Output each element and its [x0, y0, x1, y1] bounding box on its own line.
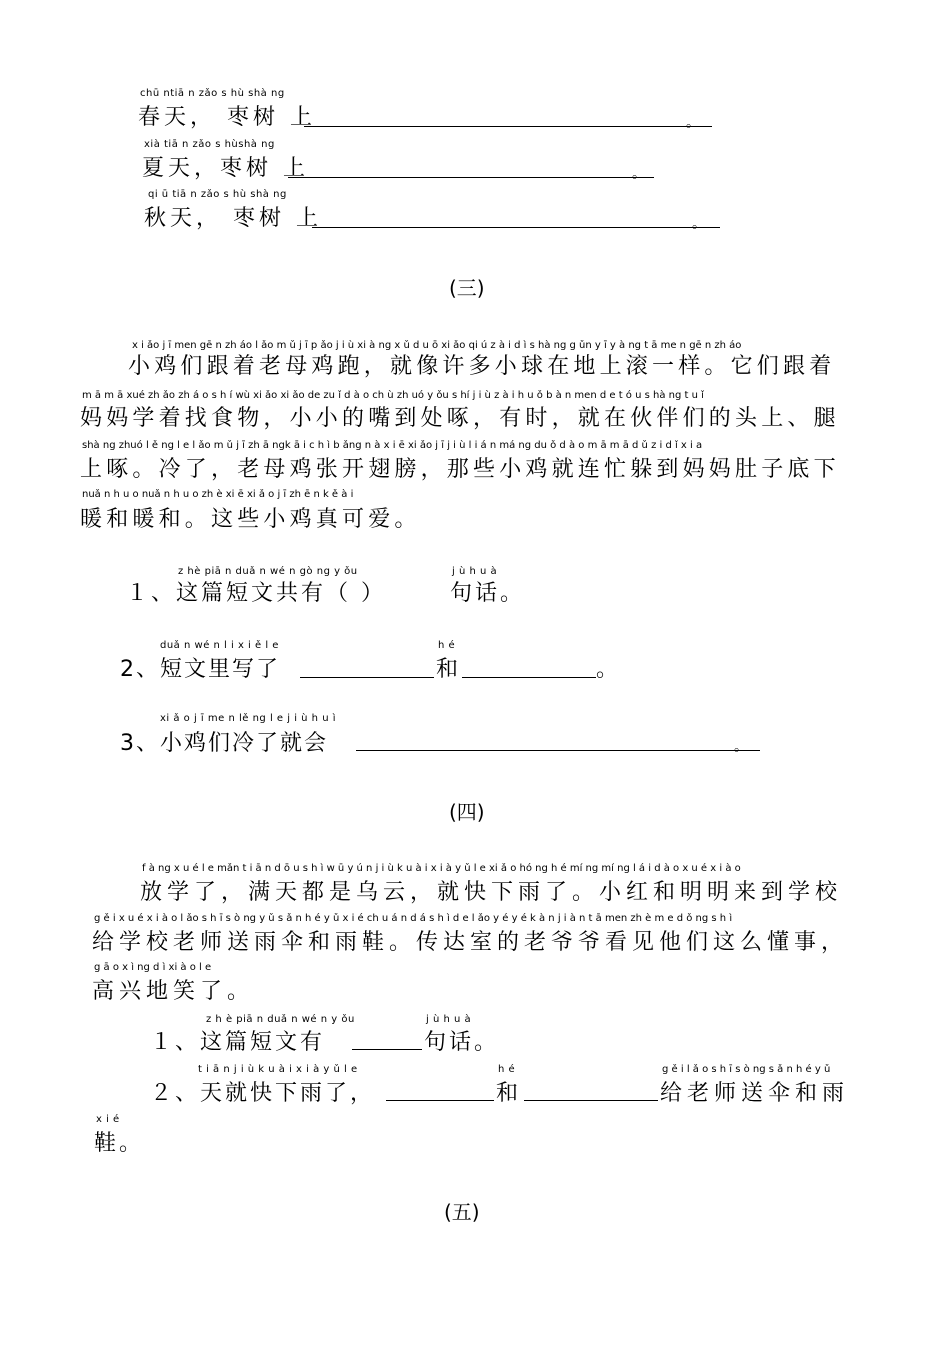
pinyin-line: chū ntiā n zǎo s hù shà ng [140, 88, 285, 99]
question-1: １、这篇短文有 [150, 1030, 326, 1055]
period: 。 [734, 739, 748, 755]
passage-line: 高兴地笑了。 [92, 979, 255, 1004]
pinyin-line: shà ng zhuó l ě ng l e l ǎo m ǔ j ī zh ā ngk ā i c h ì b ǎng n à x i ē xi ǎo j ī j i ù l i á n má ng du ǒ d à o m ā m ā d ǔ z i d ǐ x i a [82, 440, 703, 451]
period: 。 [686, 115, 700, 131]
pinyin-line: f à ng x u é l e mǎn t i ā n d ō u s h ì w ū y ú n j i ù k u à i x i à y ǔ l e xi ǎ o hó ng h é mí ng mí ng l á i d à o x u é x i à o [142, 863, 741, 874]
pinyin-line: g ě i x u é x i à o l ǎo s h ī s ò ng y ǔ s ǎ n h é y ǔ x i é ch u á n d á s h ì d e l ǎo y é y é k à n j i à n t ā men zh è m e d ǒ ng s h ì [94, 913, 733, 924]
pinyin-line: nuǎ n h u o nuǎ n h u o zh è xi ē xi ǎ o j ī zh ē n k ě à i [82, 489, 354, 500]
question-3: 3、小鸡们冷了就会 [120, 731, 328, 756]
question-2-suffix: 给老师送伞和雨 [660, 1081, 850, 1106]
question-1-suffix: 句话。 [424, 1030, 500, 1055]
pinyin-line: xià tiā n zǎo s hùshà ng [144, 139, 275, 150]
question-2-and: 和 [496, 1081, 523, 1106]
pinyin-line: m ā m ā xué zh ǎo zh á o s h í wù xi ǎo xi ǎo de zu ǐ d à o ch ù zh uó y ǒu s hí j i ù z à i h u ǒ b à n men d e t ó u s hà ng t u ǐ [82, 390, 704, 401]
passage-line: 放学了，满天都是乌云，就快下雨了。小红和明明来到学校 [140, 880, 843, 905]
answer-blank[interactable] [386, 1100, 494, 1101]
passage-line: 暖和暖和。这些小鸡真可爱。 [80, 507, 421, 532]
answer-blank[interactable] [300, 677, 434, 678]
answer-blank[interactable] [312, 227, 720, 228]
answer-blank[interactable] [462, 677, 596, 678]
passage-line: 上啄。冷了，老母鸡张开翅膀，那些小鸡就连忙躲到妈妈肚子底下 [80, 457, 840, 482]
passage-line: 小鸡们跟着老母鸡跑，就像许多小球在地上滚一样。它们跟着 [128, 354, 836, 379]
pinyin-line: j ù h u à [426, 1014, 472, 1025]
pinyin-line: z h è piā n duǎ n wé n y ǒu [206, 1014, 355, 1025]
sentence-autumn: 秋天， 枣树 上 [144, 206, 322, 231]
pinyin-line: j ù h u à [452, 566, 498, 577]
question-2-continuation: 鞋。 [94, 1131, 145, 1156]
pinyin-line: h é [498, 1064, 516, 1075]
pinyin-line: t i ā n j i ù k u à i x i à y ǔ l e [198, 1064, 358, 1075]
pinyin-line: x i é [96, 1114, 120, 1125]
question-1-suffix: 句话。 [450, 581, 526, 606]
period: 。 [632, 166, 646, 182]
question-2-and: 和 [436, 657, 463, 682]
question-2: ２、天就快下雨了， [150, 1081, 376, 1106]
passage-line: 妈妈学着找食物，小小的嘴到处啄，有时，就在伙伴们的头上、腿 [80, 406, 840, 431]
pinyin-line: g ā o x ì ng d ì xi à o l e [94, 962, 212, 973]
pinyin-line: h é [438, 640, 456, 651]
pinyin-line: qi ū tiā n zǎo s hù shà ng [148, 189, 287, 200]
question-1: １、这篇短文共有（ ） [126, 581, 386, 606]
question-2-end: 。 [596, 657, 623, 682]
answer-blank[interactable] [356, 750, 760, 751]
sentence-summer: 夏天，枣树 上 [142, 156, 309, 181]
pinyin-line: duǎ n wé n l i x i ě l e [160, 640, 279, 651]
passage-line: 给学校老师送雨伞和雨鞋。传达室的老爷爷看见他们这么懂事， [92, 930, 849, 955]
sentence-spring: 春天， 枣树 上 [138, 105, 316, 130]
section-title-5: (五) [444, 1200, 480, 1224]
pinyin-line: xi ǎ o j ī me n lě ng l e j i ù h u ì [160, 713, 336, 724]
answer-blank[interactable] [304, 126, 712, 127]
pinyin-line: z hè piā n duǎ n wé n gò ng y ǒu [178, 566, 358, 577]
pinyin-line: g ě i l ǎ o s h ī s ò ng s ǎ n h é y ǔ [662, 1064, 831, 1075]
section-title-3: (三) [449, 276, 485, 300]
answer-blank[interactable] [352, 1049, 422, 1050]
question-2: 2、短文里写了 [120, 657, 280, 682]
section-title-4: (四) [449, 800, 485, 824]
answer-blank[interactable] [524, 1100, 658, 1101]
answer-blank[interactable] [288, 177, 654, 178]
period: 。 [692, 216, 706, 232]
pinyin-line: x i ǎo j ī men gē n zh áo l ǎo m ǔ j ī p ǎo j i ù xi à ng x ǔ d u ō xi ǎo qi ú z à i d ì s hà ng g ǔn y ī y à ng t ā me n gē n zh áo [132, 340, 742, 351]
